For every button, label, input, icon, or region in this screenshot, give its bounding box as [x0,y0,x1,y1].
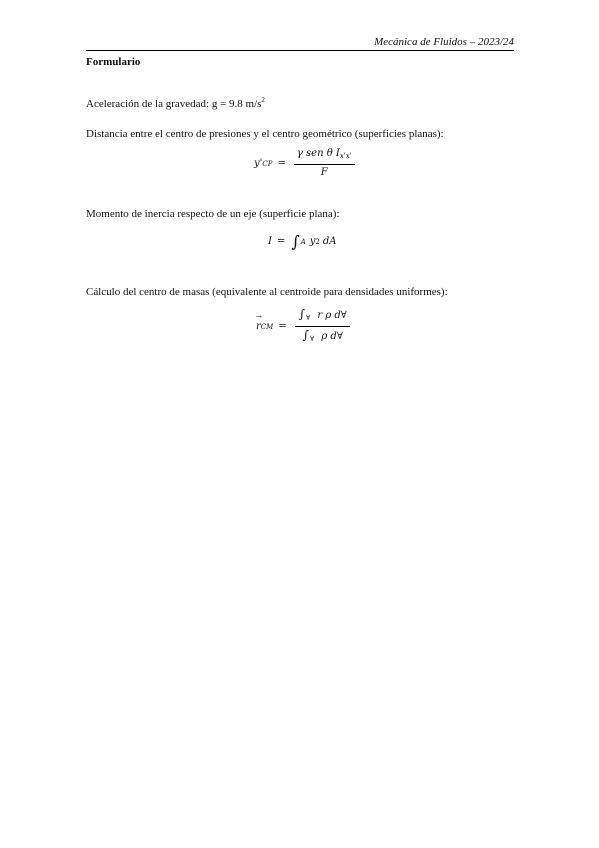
cp-lhs: y' [254,158,263,169]
inertia-line: Momento de inercia respecto de un eje (superficie plana): [86,208,340,220]
inertia-equation [268,232,337,251]
cp-lhs-sub: CP [262,159,273,168]
cm-lhs: → r [256,321,261,332]
cm-lhs-sub: CM [260,322,274,331]
gravity-line [86,96,265,110]
integral-sign: ∫ [302,328,309,342]
integral-sign: ∫ [291,232,300,251]
inertia-lhs: I [268,236,272,247]
inertia-integrand: y [309,236,316,247]
inertia-integrand-exp: 2 [315,237,320,246]
inertia-differential: dA [322,236,337,247]
pressure-center-equation [254,148,358,179]
cm-denominator: $\int_\forall$ ρ d∀ [302,328,343,343]
gravity-text: Aceleración de la gravedad: g = 9.8 m/s [86,98,262,110]
integral-domain: A [300,237,306,246]
pressure-center-line: Distancia entre el centro de presiones y el centro geométrico (superficies planas): [86,128,444,140]
cm-numerator: $\int_\forall$ r ρ d∀ [295,308,350,327]
mass-center-line: Cálculo del centro de masas (equivalente al centroide para densidades uniformes): [86,286,448,298]
equals-sign: = [276,236,286,247]
course-header: Mecánica de Fluidos – 2023/24 [374,36,514,48]
mass-center-equation [256,308,353,345]
cm-fraction [295,308,350,345]
equals-sign: = [277,158,286,169]
cp-numerator: γ sen θ $I_{x'x'}$ [294,148,355,165]
integral-sign: ∫ [298,307,305,321]
page-title: Formulario [86,56,141,68]
cp-denominator: F [320,167,328,178]
equals-sign: = [278,321,287,332]
gravity-exponent: 2 [261,96,265,104]
page-header [86,36,514,51]
cp-fraction [294,148,355,179]
